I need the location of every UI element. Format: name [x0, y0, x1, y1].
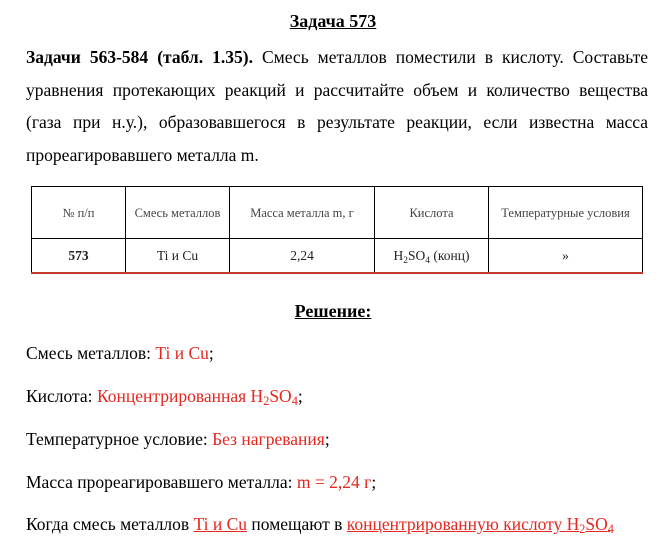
table-header-row: [32, 187, 643, 239]
line-acid: [26, 386, 303, 407]
header-mass: Масса металла m, г: [230, 187, 375, 239]
acid-value-b: SO: [269, 386, 292, 406]
mixture-end: ;: [208, 343, 214, 363]
header-number: № п/п: [32, 187, 126, 239]
line-last: [26, 514, 614, 535]
acid-so: SO: [408, 247, 426, 263]
cell-conditions: »: [489, 239, 643, 274]
acid-value-sub1: 2: [263, 394, 270, 408]
temp-value: Без нагревания: [212, 429, 325, 449]
cell-mass: 2,24: [230, 239, 375, 274]
last-acid: [347, 514, 614, 534]
data-table: [31, 186, 643, 274]
temp-end: ;: [324, 429, 330, 449]
acid-value-a: Концентрированная H: [96, 386, 264, 406]
line-mass: [26, 472, 376, 493]
acid-h: H: [393, 247, 404, 263]
acid-value: [97, 386, 298, 406]
last-d: концентрированную кислоту H: [346, 514, 580, 534]
mass-end: ;: [371, 472, 377, 492]
acid-sub2: 4: [425, 255, 430, 266]
last-a: Когда смесь металлов: [26, 514, 194, 534]
last-c: помещают в: [247, 514, 347, 534]
acid-end: ;: [297, 386, 303, 406]
cell-mixture: Ti и Cu: [126, 239, 230, 274]
problem-title: Задача 573: [289, 11, 377, 31]
problem-statement: [26, 41, 648, 171]
last-e: SO: [585, 514, 608, 534]
mixture-value: Ti и Cu: [155, 343, 209, 363]
acid-sub1: 2: [403, 255, 409, 266]
mixture-label: Смесь металлов:: [26, 343, 156, 363]
last-sub2: 4: [607, 522, 614, 536]
line-mixture: [26, 343, 214, 364]
problem-text: Смесь металлов поместили в кислоту. Составьте уравнения протекающих реакций и рассчитайте объем и количество вещества (газа при н.у.), образовавшегося в результате реакции, если известна масса прореагировавшего металла m.: [26, 47, 648, 165]
cell-number: 573: [32, 239, 126, 274]
solution-title: Решение:: [294, 301, 372, 321]
acid-label: Кислота:: [26, 386, 97, 406]
table-row: [32, 239, 643, 274]
acid-tail: (конц): [430, 247, 470, 263]
cell-acid: [375, 239, 489, 274]
last-b: Ti и Cu: [193, 514, 248, 534]
temp-label: Температурное условие:: [26, 429, 213, 449]
header-mixture: Смесь металлов: [126, 187, 230, 239]
mass-label: Масса прореагировавшего металла:: [26, 472, 297, 492]
header-conditions: Температурные условия: [489, 187, 643, 239]
acid-value-sub2: 4: [291, 394, 298, 408]
mass-value: m = 2,24 г: [296, 472, 372, 492]
header-acid: Кислота: [375, 187, 489, 239]
problem-label: Задачи 563-584 (табл. 1.35).: [26, 47, 253, 67]
last-sub1: 2: [579, 522, 586, 536]
line-temperature: [26, 429, 330, 450]
